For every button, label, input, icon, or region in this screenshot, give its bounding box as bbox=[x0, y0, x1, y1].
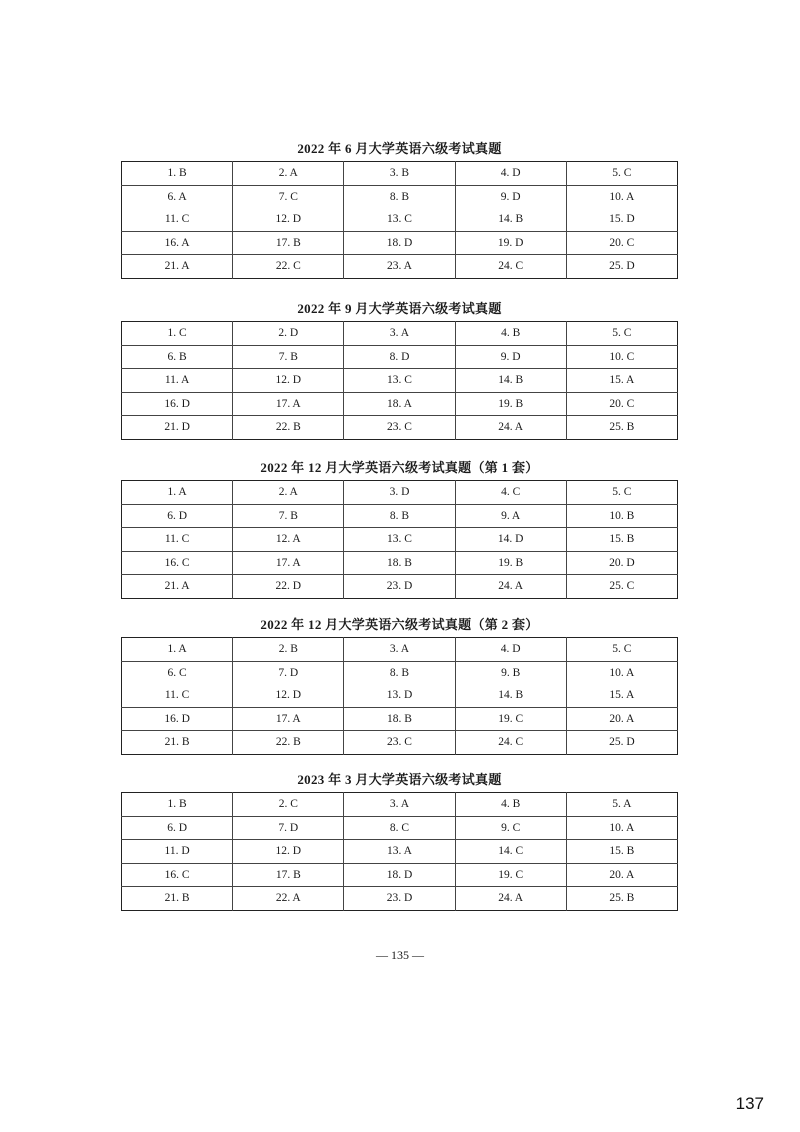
answer-cell: 23. A bbox=[344, 255, 455, 279]
answer-cell: 17. A bbox=[233, 551, 344, 575]
answer-cell: 17. A bbox=[233, 707, 344, 731]
answer-cell: 12. D bbox=[233, 208, 344, 231]
answer-cell: 8. C bbox=[344, 816, 455, 840]
answer-cell: 23. D bbox=[344, 887, 455, 911]
answer-cell: 2. B bbox=[233, 638, 344, 662]
answer-cell: 3. B bbox=[344, 162, 455, 186]
answer-cell: 24. C bbox=[455, 731, 566, 755]
answer-cell: 7. D bbox=[233, 661, 344, 684]
answer-cell: 4. B bbox=[455, 322, 566, 346]
answer-cell: 14. D bbox=[455, 528, 566, 552]
answer-cell: 15. B bbox=[566, 840, 677, 864]
answer-table bbox=[121, 637, 678, 755]
answer-cell: 5. C bbox=[566, 638, 677, 662]
table-row bbox=[122, 638, 678, 662]
table-row bbox=[122, 392, 678, 416]
answer-cell: 6. C bbox=[122, 661, 233, 684]
answer-cell: 6. B bbox=[122, 345, 233, 369]
answer-cell: 24. C bbox=[455, 255, 566, 279]
answer-cell: 1. A bbox=[167, 486, 187, 498]
answer-section-2023-march bbox=[121, 768, 678, 911]
answer-cell: 8. B bbox=[344, 504, 455, 528]
answer-section-2022-december-set-2 bbox=[121, 613, 678, 755]
table-row bbox=[122, 816, 678, 840]
answer-cell: 21. A bbox=[122, 255, 233, 279]
answer-cell: 11. C bbox=[164, 213, 190, 225]
answer-cell: 3. D bbox=[344, 481, 455, 505]
answer-cell: 21. B bbox=[122, 887, 233, 911]
answer-cell: 20. A bbox=[566, 863, 677, 887]
table-row bbox=[122, 793, 678, 817]
answer-cell: 5. C bbox=[566, 322, 677, 346]
answer-cell: 9. B bbox=[455, 661, 566, 684]
answer-cell: 1. B bbox=[167, 798, 187, 810]
answer-cell: 18. B bbox=[344, 707, 455, 731]
answer-cell: 17. A bbox=[233, 392, 344, 416]
table-row bbox=[122, 345, 678, 369]
answer-cell: 22. B bbox=[233, 416, 344, 440]
answer-cell: 12. A bbox=[233, 528, 344, 552]
table-row bbox=[122, 208, 678, 231]
answer-cell: 2. A bbox=[233, 481, 344, 505]
answer-cell: 13. C bbox=[344, 369, 455, 393]
answer-cell: 21. A bbox=[122, 575, 233, 599]
answer-cell: 21. D bbox=[122, 416, 233, 440]
answer-cell: 9. A bbox=[455, 504, 566, 528]
answer-cell: 16. C bbox=[122, 551, 233, 575]
answer-cell: 4. D bbox=[455, 162, 566, 186]
answer-cell: 11. C bbox=[164, 689, 190, 701]
answer-cell: 9. C bbox=[455, 816, 566, 840]
answer-cell: 1. C bbox=[167, 327, 187, 339]
table-row bbox=[122, 231, 678, 255]
table-row bbox=[122, 575, 678, 599]
answer-cell: 18. D bbox=[344, 863, 455, 887]
answer-table bbox=[121, 161, 678, 279]
answer-cell: 20. A bbox=[566, 707, 677, 731]
answer-cell: 24. A bbox=[455, 575, 566, 599]
answer-cell: 23. D bbox=[344, 575, 455, 599]
answer-cell: 8. D bbox=[344, 345, 455, 369]
answer-cell: 16. A bbox=[122, 231, 233, 255]
answer-cell: 12. D bbox=[233, 840, 344, 864]
answer-cell: 20. D bbox=[566, 551, 677, 575]
answer-cell: 1. B bbox=[167, 167, 187, 179]
answer-cell: 10. B bbox=[566, 504, 677, 528]
table-row bbox=[122, 185, 678, 208]
answer-cell: 22. A bbox=[233, 887, 344, 911]
answer-cell: 25. B bbox=[566, 416, 677, 440]
answer-table bbox=[121, 480, 678, 599]
table-row bbox=[122, 416, 678, 440]
answer-cell: 17. B bbox=[233, 863, 344, 887]
answer-cell: 25. D bbox=[566, 255, 677, 279]
answer-cell: 19. C bbox=[455, 863, 566, 887]
answer-cell: 14. B bbox=[455, 369, 566, 393]
answer-cell: 11. A bbox=[122, 369, 233, 393]
answer-cell: 6. D bbox=[122, 816, 233, 840]
answer-cell: 11. D bbox=[122, 840, 233, 864]
table-row bbox=[122, 887, 678, 911]
table-row bbox=[122, 840, 678, 864]
answer-cell: 14. C bbox=[455, 840, 566, 864]
answer-cell: 13. A bbox=[344, 840, 455, 864]
answer-cell: 24. A bbox=[455, 887, 566, 911]
answer-cell: 22. C bbox=[233, 255, 344, 279]
answer-cell: 18. A bbox=[344, 392, 455, 416]
table-row bbox=[122, 661, 678, 684]
answer-cell: 12. D bbox=[233, 684, 344, 707]
answer-cell: 12. D bbox=[233, 369, 344, 393]
answer-cell: 7. C bbox=[233, 185, 344, 208]
answer-cell: 25. C bbox=[566, 575, 677, 599]
table-row bbox=[122, 481, 678, 505]
answer-cell: 13. D bbox=[344, 684, 455, 707]
answer-cell: 6. A bbox=[122, 185, 233, 208]
answer-section-2022-december-set-1 bbox=[121, 456, 678, 599]
answer-cell: 14. B bbox=[455, 684, 566, 707]
answer-cell: 22. D bbox=[233, 575, 344, 599]
answer-cell: 19. B bbox=[455, 551, 566, 575]
answer-cell: 16. C bbox=[122, 863, 233, 887]
answer-section-2022-september bbox=[121, 297, 678, 440]
answer-cell: 18. D bbox=[344, 231, 455, 255]
answer-cell: 10. C bbox=[566, 345, 677, 369]
table-row bbox=[122, 369, 678, 393]
answer-cell: 3. A bbox=[344, 638, 455, 662]
table-row bbox=[122, 322, 678, 346]
answer-cell: 19. C bbox=[455, 707, 566, 731]
table-row bbox=[122, 528, 678, 552]
table-row bbox=[122, 684, 678, 707]
answer-cell: 1. A bbox=[167, 643, 187, 655]
answer-cell: 10. A bbox=[566, 185, 677, 208]
answer-cell: 15. A bbox=[566, 684, 677, 707]
answer-cell: 7. D bbox=[233, 816, 344, 840]
answer-cell: 8. B bbox=[344, 661, 455, 684]
answer-cell: 24. A bbox=[455, 416, 566, 440]
answer-cell: 10. A bbox=[566, 661, 677, 684]
answer-cell: 22. B bbox=[233, 731, 344, 755]
answer-table bbox=[121, 321, 678, 440]
table-row bbox=[122, 731, 678, 755]
page-number: — 135 — bbox=[376, 948, 424, 962]
section-title: 2022 年 9 月大学英语六级考试真题 bbox=[297, 301, 502, 316]
table-row bbox=[122, 162, 678, 186]
answer-cell: 17. B bbox=[233, 231, 344, 255]
scan-page-number: 137 bbox=[735, 1094, 764, 1113]
answer-cell: 25. B bbox=[566, 887, 677, 911]
answer-cell: 4. B bbox=[455, 793, 566, 817]
section-title: 2022 年 12 月大学英语六级考试真题（第 1 套） bbox=[260, 460, 539, 475]
answer-cell: 3. A bbox=[344, 322, 455, 346]
answer-cell: 5. C bbox=[566, 162, 677, 186]
answer-cell: 23. C bbox=[344, 416, 455, 440]
section-title: 2022 年 12 月大学英语六级考试真题（第 2 套） bbox=[260, 617, 539, 632]
answer-cell: 15. D bbox=[566, 208, 677, 231]
answer-cell: 9. D bbox=[455, 185, 566, 208]
answer-section-2022-june bbox=[121, 137, 678, 279]
answer-cell: 4. D bbox=[455, 638, 566, 662]
answer-cell: 13. C bbox=[344, 208, 455, 231]
answer-cell: 23. C bbox=[344, 731, 455, 755]
answer-cell: 5. A bbox=[566, 793, 677, 817]
answer-cell: 16. D bbox=[122, 707, 233, 731]
answer-cell: 15. B bbox=[566, 528, 677, 552]
table-row bbox=[122, 863, 678, 887]
section-title: 2023 年 3 月大学英语六级考试真题 bbox=[297, 772, 502, 787]
answer-cell: 16. D bbox=[122, 392, 233, 416]
answer-cell: 2. D bbox=[233, 322, 344, 346]
answer-cell: 25. D bbox=[566, 731, 677, 755]
answer-cell: 15. A bbox=[566, 369, 677, 393]
answer-cell: 10. A bbox=[566, 816, 677, 840]
answer-cell: 6. D bbox=[122, 504, 233, 528]
section-title: 2022 年 6 月大学英语六级考试真题 bbox=[297, 141, 502, 156]
answer-cell: 18. B bbox=[344, 551, 455, 575]
answer-cell: 5. C bbox=[566, 481, 677, 505]
answer-cell: 21. B bbox=[122, 731, 233, 755]
answer-cell: 19. B bbox=[455, 392, 566, 416]
answer-table bbox=[121, 792, 678, 911]
answer-cell: 7. B bbox=[233, 345, 344, 369]
answer-cell: 9. D bbox=[455, 345, 566, 369]
table-row bbox=[122, 707, 678, 731]
answer-cell: 20. C bbox=[566, 392, 677, 416]
answer-cell: 3. A bbox=[344, 793, 455, 817]
table-row bbox=[122, 504, 678, 528]
table-row bbox=[122, 551, 678, 575]
answer-cell: 20. C bbox=[566, 231, 677, 255]
answer-cell: 14. B bbox=[455, 208, 566, 231]
answer-cell: 2. C bbox=[233, 793, 344, 817]
answer-cell: 13. C bbox=[344, 528, 455, 552]
answer-cell: 19. D bbox=[455, 231, 566, 255]
table-row bbox=[122, 255, 678, 279]
answer-cell: 4. C bbox=[455, 481, 566, 505]
answer-cell: 8. B bbox=[344, 185, 455, 208]
answer-cell: 2. A bbox=[233, 162, 344, 186]
answer-cell: 11. C bbox=[122, 528, 233, 552]
answer-cell: 7. B bbox=[233, 504, 344, 528]
